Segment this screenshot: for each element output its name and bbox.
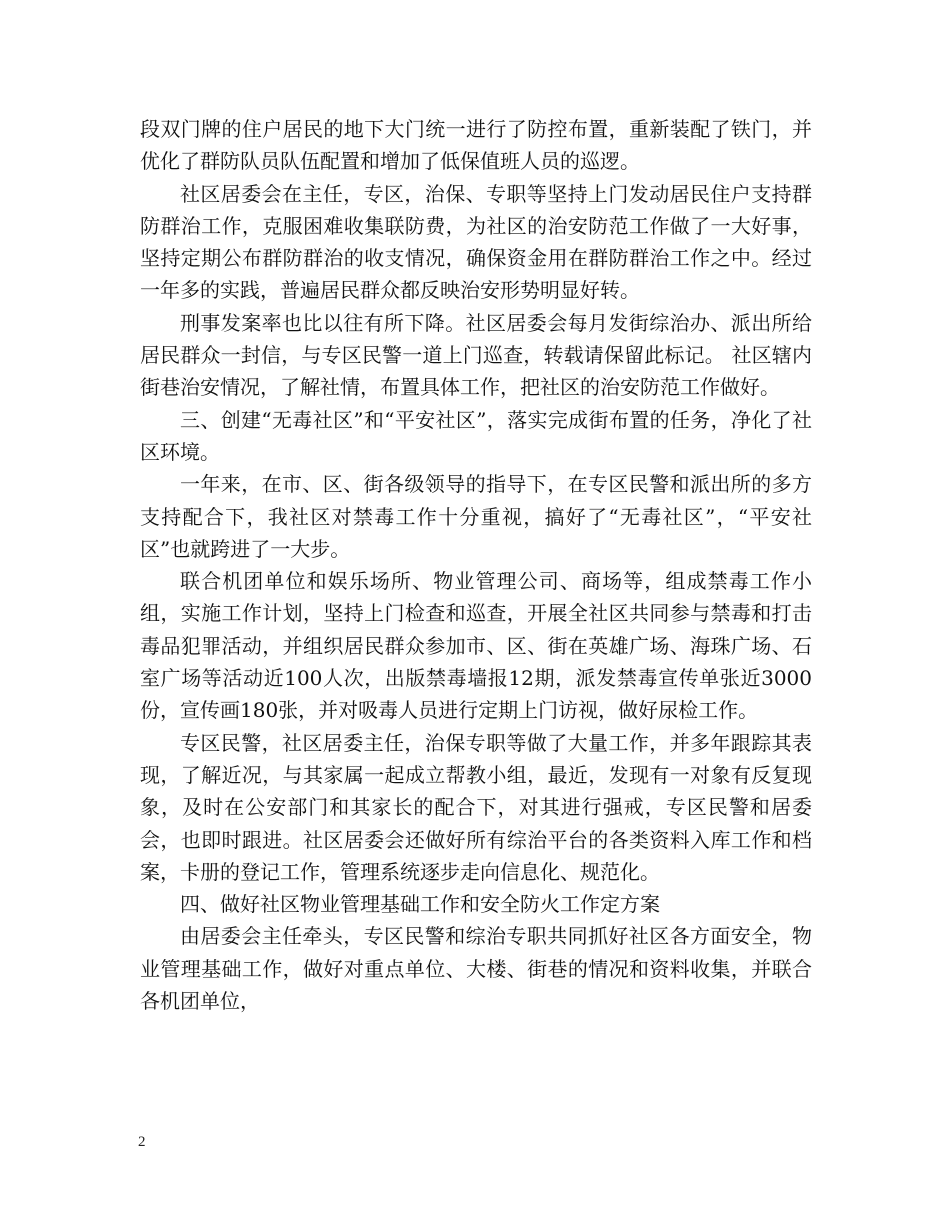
- paragraph-1: 段双门牌的住户居民的地下大门统一进行了防控布置，重新装配了铁门，并优化了群防队员队伍配置和增加了低保值班人员的巡逻。: [140, 117, 812, 174]
- paragraph-3: 刑事发案率也比以往有所下降。社区居委会每月发街综治办、派出所给居民群众一封信，与专区民警一道上门巡查，转载请保留此标记。 社区辖内街巷治安情况，了解社情，布置具体工作，把社区的治安防范工作做好。: [140, 310, 812, 400]
- paragraph-5: 一年来，在市、区、街各级领导的指导下，在专区民警和派出所的多方支持配合下，我社区对禁毒工作十分重视，搞好了“无毒社区”，“平安社区”也就跨进了一大步。: [140, 472, 812, 561]
- section-heading-3: 三、创建“无毒社区”和“平安社区”，落实完成街布置的任务，净化了社区环境。: [140, 407, 812, 464]
- document-body: [140, 113, 812, 1017]
- page-number: 2: [138, 1134, 146, 1150]
- section-heading-4: 四、做好社区物业管理基础工作和安全防火工作定方案: [180, 892, 660, 917]
- paragraph-2: 社区居委会在主任，专区，治保、专职等坚持上门发动居民住户支持群防群治工作，克服困难收集联防费，为社区的治安防范工作做了一大好事，坚持定期公布群防群治的收支情况，确保资金用在群防群治工作之中。经过一年多的实践，普遍居民群众都反映治安形势明显好转。: [140, 181, 812, 303]
- paragraph-9: 由居委会主任牵头，专区民警和综治专职共同抓好社区各方面安全，物业管理基础工作，做好对重点单位、大楼、街巷的情况和资料收集，并联合各机团单位，: [140, 924, 812, 1014]
- paragraph-6: 联合机团单位和娱乐场所、物业管理公司、商场等，组成禁毒工作小组，实施工作计划，坚持上门检查和巡查，开展全社区共同参与禁毒和打击毒品犯罪活动，并组织居民群众参加市、区、街在英雄广场、海珠广场、石室广场等活动近100人次，出版禁毒墙报12期，派发禁毒宣传单张近3000份，宣传画180张，并对吸毒人员进行定期上门访视，做好尿检工作。: [140, 569, 812, 723]
- paragraph-7: 专区民警，社区居委主任，治保专职等做了大量工作，并多年跟踪其表现，了解近况，与其家属一起成立帮教小组，最近，发现有一对象有反复现象，及时在公安部门和其家长的配合下，对其进行强戒，专区民警和居委会，也即时跟进。社区居委会还做好所有综治平台的各类资料入库工作和档案，卡册的登记工作，管理系统逐步走向信息化、规范化。: [140, 730, 812, 884]
